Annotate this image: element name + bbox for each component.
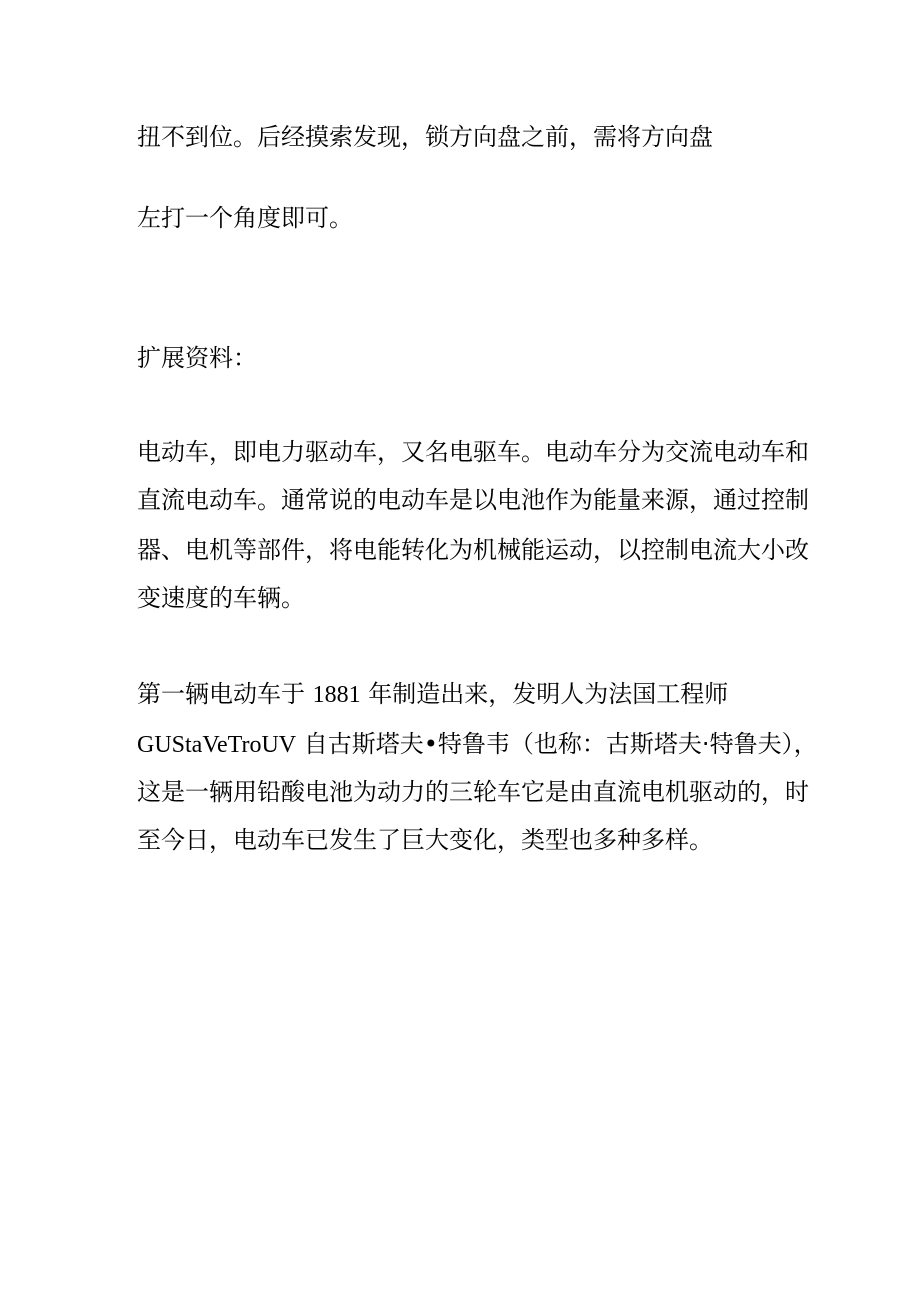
paragraph2-line-2-rest: 自古斯塔夫•特鲁韦（也称：古斯塔夫·特鲁夫）， [303, 730, 818, 758]
paragraph2-line-3: 这是一辆用铅酸电池为动力的三轮车它是由直流电机驱动的，时 [137, 778, 809, 806]
intro-line-2: 左打一个角度即可。 [137, 204, 353, 232]
section-heading: 扩展资料： [137, 344, 257, 372]
inventor-name-latin: GUStaVeTroUV [137, 732, 297, 758]
paragraph1-line-2: 直流电动车。通常说的电动车是以电池作为能量来源，通过控制 [137, 486, 809, 514]
intro-line-1: 扭不到位。后经摸索发现，锁方向盘之前，需将方向盘 [137, 123, 713, 151]
paragraph2-line-4: 至今日，电动车已发生了巨大变化，类型也多种多样。 [137, 826, 713, 854]
paragraph2-line-1-suffix: 年制造出来，发明人为法国工程师 [368, 680, 729, 708]
paragraph2-year: 1881 [312, 682, 361, 708]
paragraph1-line-1: 电动车，即电力驱动车，又名电驱车。电动车分为交流电动车和 [137, 438, 809, 466]
paragraph2-line-1-prefix: 第一辆电动车于 [137, 680, 305, 708]
paragraph1-line-3: 器、电机等部件，将电能转化为机械能运动，以控制电流大小改 [137, 536, 809, 564]
paragraph1-line-4: 变速度的车辆。 [137, 584, 305, 612]
paragraph2-line-2 [137, 729, 818, 760]
paragraph2-line-1 [137, 679, 728, 710]
